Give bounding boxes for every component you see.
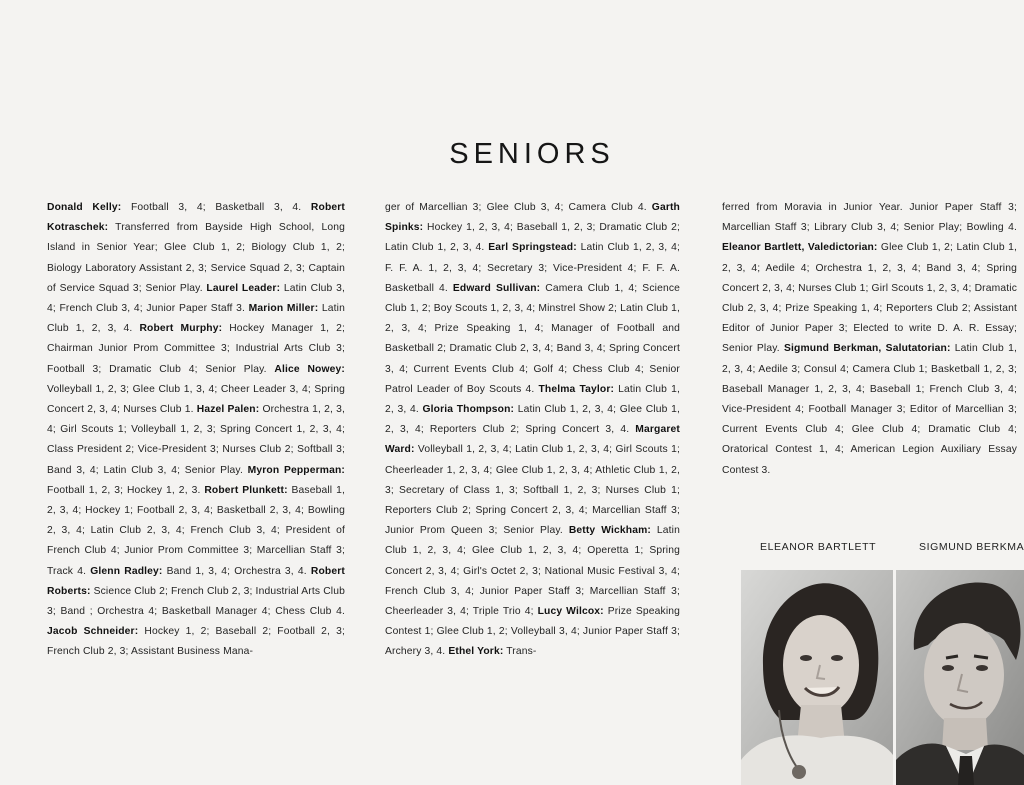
- activity-text: Hockey Manager 1, 2; Chairman Junior Prom Committee 3; Industrial Arts Club 3; Football 3; Dramatic Club 4; Senior Play.: [47, 323, 345, 375]
- senior-name: Glenn Radley:: [90, 565, 163, 577]
- activity-text: Science Club 2; French Club 2, 3; Industrial Arts Club 3; Band ; Orchestra 4; Basketball Manager 4; Chess Club 4.: [47, 585, 345, 618]
- activity-text: Latin Club 3, 4; French Club 3, 4; Junior Paper Staff 3.: [47, 282, 345, 315]
- senior-name: Donald Kelly:: [47, 202, 122, 213]
- activity-text: Volleyball 1, 2, 3; Glee Club 1, 3, 4; Cheer Leader 3, 4; Spring Concert 2, 3, 4; Nurses Club 1.: [47, 383, 345, 416]
- senior-name: Sigmund Berkman, Salutatorian:: [784, 343, 951, 355]
- senior-name: Garth Spinks:: [385, 202, 680, 234]
- activity-text: Latin Club 1, 2, 3, 4; F. F. A. 1, 2, 3, 4; Secretary 3; Vice-President 4; F. F. A. Basketball 4.: [385, 242, 680, 294]
- activity-text: Latin Club 1, 2, 3, 4; Glee Club 1, 2, 3, 4; Reporters Club 2; Spring Concert 3, 4.: [385, 404, 680, 436]
- senior-name: Margaret Ward:: [385, 424, 680, 456]
- senior-name: Eleanor Bartlett, Valedictorian:: [722, 242, 878, 254]
- activity-text: Glee Club 1, 2; Latin Club 1, 2, 3, 4; Aedile 4; Orchestra 1, 2, 3, 4; Band 3, 4; Spring Concert 2, 3, 4; Nurses Club 1; Girl Scouts 1, 2, 3, 4; Dramatic Club 2, 3, 4; Prize Speaking 1, 4; Reporters Club 2; Assistant Editor of Junior Paper 3; Elected to write D. A. R. Essay; Senior Play.: [722, 242, 1017, 355]
- text-column-3: [722, 198, 1017, 481]
- activity-text: Football 3, 4; Basketball 3, 4.: [121, 202, 311, 213]
- senior-name: Ethel York:: [448, 646, 504, 658]
- activity-text: Orchestra 1, 2, 3, 4; Girl Scouts 1; Volleyball 1, 2, 3; Spring Concert 1, 2, 3, 4; Class President 2; Vice-President 3; Nurses Club 2; Softball 3; Band 3, 4; Latin Club 3, 4; Senior Play.: [47, 404, 345, 476]
- portrait-photo-eleanor-bartlett: [741, 570, 893, 785]
- senior-name: Earl Springstead:: [488, 242, 577, 254]
- activity-text: Hockey 1, 2, 3, 4; Baseball 1, 2, 3; Dramatic Club 2; Latin Club 1, 2, 3, 4.: [385, 222, 680, 254]
- text-column-1: [47, 198, 345, 663]
- senior-name: Robert Murphy:: [139, 323, 223, 335]
- senior-name: Edward Sullivan:: [452, 282, 541, 294]
- activity-text: Camera Club 1, 4; Science Club 1, 2; Boy Scouts 1, 2, 3, 4; Minstrel Show 2; Latin Club 1, 2, 3, 4; Prize Speaking 1, 4; Manager of Football and Basketball 2; Dramatic Club 2, 3, 4; Band 3, 4; Spring Concert 3, 4; Current Events Club 4; Golf 4; Chess Club 4; Senior Patrol Leader of Boy Scouts 4.: [385, 282, 680, 395]
- activity-text: Band 1, 3, 4; Orchestra 3, 4.: [162, 565, 311, 577]
- activity-text: ger of Marcellian 3; Glee Club 3, 4; Camera Club 4.: [385, 202, 652, 213]
- activity-text: Volleyball 1, 2, 3, 4; Latin Club 1, 2, 3, 4; Girl Scouts 1; Cheerleader 1, 2, 3, 4; Glee Club 1, 2, 3, 4; Athletic Club 1, 2, 3; Secretary of Class 1, 3; Softball 1, 2, 3; Nurses Club 1; Reporters Club 2; Spring Concert 2, 3, 4; Marcellian Staff 3; Junior Prom Queen 3; Senior Play.: [385, 444, 680, 537]
- senior-name: Betty Wickham:: [568, 525, 651, 537]
- activity-text: Latin Club 1, 2, 3, 4.: [47, 303, 345, 335]
- senior-name: Thelma Taylor:: [538, 383, 615, 395]
- senior-name: Lucy Wilcox:: [537, 606, 604, 618]
- senior-name: Robert Roberts:: [47, 565, 345, 597]
- activity-text: Prize Speaking Contest 1; Glee Club 1, 2; Volleyball 3, 4; Junior Paper Staff 3; Archery 3, 4.: [385, 606, 681, 658]
- senior-name: Laurel Leader:: [206, 282, 281, 294]
- page-title: SENIORS: [449, 138, 615, 170]
- senior-name: Gloria Thompson:: [422, 404, 515, 416]
- senior-name: Robert Plunkett:: [204, 484, 288, 496]
- activity-text: Football 1, 2, 3; Hockey 1, 2, 3.: [47, 484, 205, 496]
- activity-text: Trans-: [503, 646, 537, 658]
- senior-name: Jacob Schneider:: [47, 626, 139, 638]
- activity-text: Latin Club 1, 2, 3, 4.: [385, 383, 680, 416]
- senior-name: Robert Kotraschek:: [47, 202, 346, 234]
- portrait-photo-sigmund-berkman: [896, 570, 1024, 785]
- activity-text: Transferred from Bayside High School, Long Island in Senior Year; Glee Club 1, 2; Biology Club 1, 2; Biology Laboratory Assistant 2, 3; Service Squad 2, 3; Captain of Service Squad 3; Senior Play.: [47, 222, 345, 294]
- text-column-2: [385, 198, 680, 663]
- photo-caption-eleanor-bartlett: ELEANOR BARTLETT: [760, 541, 877, 553]
- senior-name: Myron Pepperman:: [247, 464, 345, 476]
- activity-text: ferred from Moravia in Junior Year. Junior Paper Staff 3; Marcellian Staff 3; Library Club 3, 4; Senior Play; Bowling 4.: [722, 202, 1017, 234]
- senior-name: Marion Miller:: [248, 303, 319, 315]
- photo-caption-sigmund-berkman: SIGMUND BERKMA: [919, 541, 1024, 553]
- activity-text: Latin Club 1, 2, 3, 4; Glee Club 1, 2, 3, 4; Operetta 1; Spring Concert 2, 3, 4; Girl's Octet 2, 3; National Music Festival 3, 4; French Club 3, 4; Junior Paper Staff 3; Marcellian Staff 3; Cheerleader 3, 4; Triple Trio 4;: [385, 525, 680, 618]
- senior-name: Alice Nowey:: [274, 363, 345, 375]
- activity-text: Hockey 1, 2; Baseball 2; Football 2, 3; French Club 2, 3; Assistant Business Mana-: [47, 626, 346, 658]
- activity-text: Baseball 1, 2, 3, 4; Hockey 1; Football 2, 3, 4; Basketball 2, 3, 4; Bowling 2, 3, 4; Latin Club 2, 3, 4; French Club 3, 4; President of French Club 4; Junior Prom Committee 3; Marcellian Staff 3; Track 4.: [47, 484, 345, 577]
- activity-text: Latin Club 1, 2, 3, 4; Aedile 3; Consul 4; Camera Club 1; Basketball 1, 2, 3; Baseball Manager 1, 2, 3, 4; Baseball 1; French Club 3, 4; Vice-President 4; Football Manager 3; Editor of Marcellian 3; Current Events Club 4; Glee Club 4; Dramatic Club 4; Oratorical Contest 1, 4; American Legion Auxiliary Essay Contest 3.: [722, 343, 1017, 476]
- senior-name: Hazel Palen:: [196, 404, 260, 416]
